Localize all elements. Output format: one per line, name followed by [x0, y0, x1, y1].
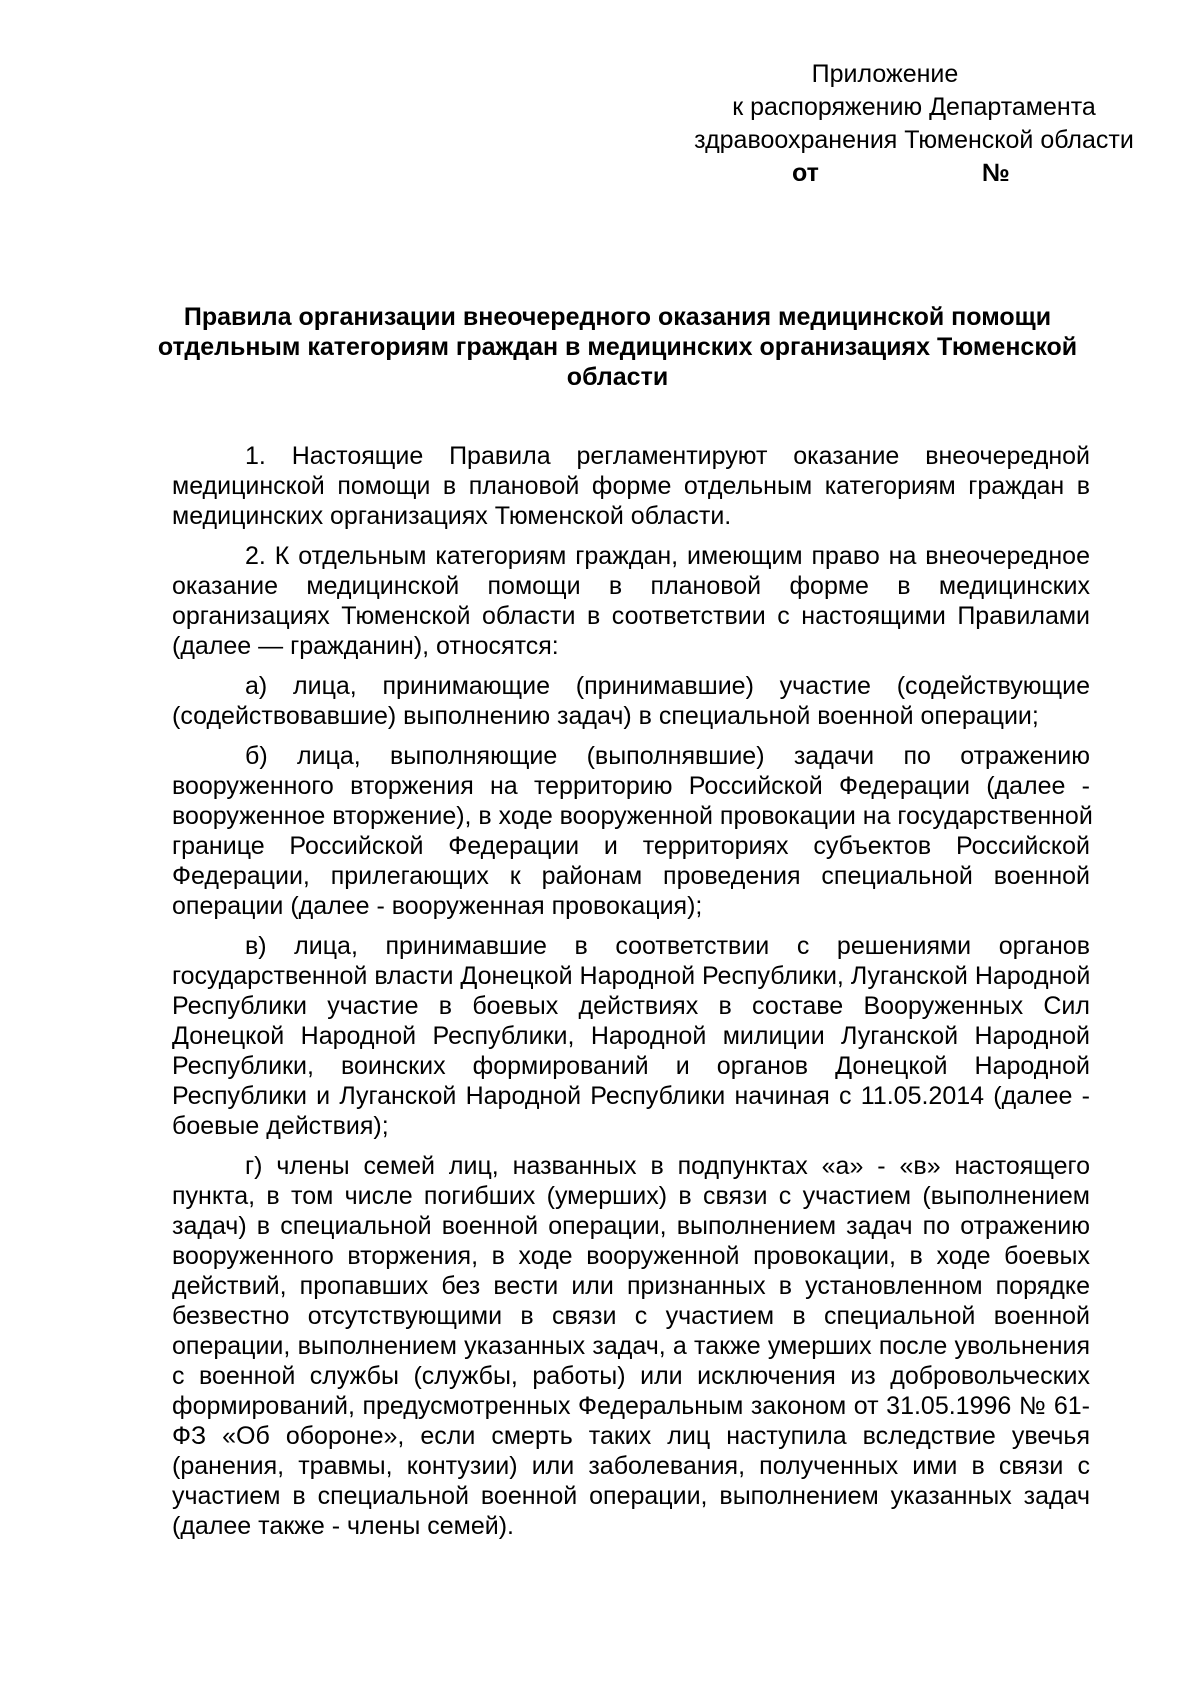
paragraph-line: (содействовавшие) выполнению задач) в специальной военной операции;: [172, 702, 1039, 730]
paragraph-line: а) лица, принимающие (принимавшие) участие (содействующие: [245, 672, 1090, 700]
paragraph: [172, 1151, 1090, 1541]
order-date-number-line: [660, 157, 1140, 190]
document-title: [150, 302, 1085, 392]
order-reference-line-2: здравоохранения Тюменской области: [694, 126, 1134, 154]
paragraph-line: операции (далее - вооруженная провокация);: [172, 892, 703, 920]
paragraph-line: боевые действия);: [172, 1112, 389, 1140]
paragraph-line: безвестно отсутствующими в связи с участием в специальной военной: [172, 1302, 1090, 1330]
paragraph: [172, 671, 1090, 731]
paragraph-line: оказание медицинской помощи в плановой форме в медицинских: [172, 572, 1090, 600]
paragraph: [172, 441, 1090, 531]
document-body: [172, 441, 1093, 1551]
paragraph-line: (далее также - члены семей).: [172, 1512, 514, 1540]
paragraph-line: пункта, в том числе погибших (умерших) в связи с участием (выполнением: [172, 1182, 1090, 1210]
paragraph-line: действий, пропавших без вести или признанных в установленном порядке: [172, 1272, 1090, 1300]
paragraph-line: 1. Настоящие Правила регламентируют оказание внеочередной: [245, 442, 1090, 470]
paragraph-line: организациях Тюменской области в соответствии с настоящими Правилами: [172, 602, 1090, 630]
paragraph-line: с военной службы (службы, работы) или исключения из добровольческих: [172, 1362, 1090, 1390]
appendix-label: Приложение: [811, 60, 959, 88]
paragraph-line: медицинских организациях Тюменской области.: [172, 502, 732, 530]
paragraph-line: границе Российской Федерации и территориях субъектов Российской: [172, 832, 1090, 860]
paragraph-line: операции, выполнением указанных задач, а также умерших после увольнения: [172, 1332, 1090, 1360]
paragraph-line: в) лица, принимавшие в соответствии с решениями органов: [245, 932, 1090, 960]
order-number-label: №: [982, 159, 1010, 187]
paragraph-line: (ранения, травмы, контузии) или заболевания, полученных ими в связи с: [172, 1452, 1090, 1480]
paragraph-line: Республики участие в боевых действиях в составе Вооруженных Сил: [172, 992, 1090, 1020]
paragraph-line: вооруженного вторжения, в ходе вооруженной провокации, в ходе боевых: [172, 1242, 1090, 1270]
paragraph-line: государственной власти Донецкой Народной Республики, Луганской Народной: [172, 962, 1091, 990]
paragraph-line: б) лица, выполняющие (выполнявшие) задачи по отражению: [245, 742, 1090, 770]
paragraph-line: медицинской помощи в плановой форме отдельным категориям граждан в: [172, 472, 1090, 500]
title-line: отдельным категориям граждан в медицинских организациях Тюменской: [157, 333, 1078, 361]
paragraph-line: формирований, предусмотренных Федеральным законом от 31.05.1996 № 61-: [172, 1392, 1090, 1420]
paragraph-line: Республики, воинских формирований и органов Донецкой Народной: [172, 1052, 1090, 1080]
paragraph-line: вооруженное вторжение), в ходе вооруженной провокации на государственной: [172, 802, 1093, 830]
paragraph-line: Федерации, прилегающих к районам проведения специальной военной: [172, 862, 1090, 890]
paragraph-line: задач) в специальной военной операции, выполнением задач по отражению: [172, 1212, 1090, 1240]
order-date-label: от: [792, 159, 819, 187]
paragraph-line: вооруженного вторжения на территорию Российской Федерации (далее -: [172, 772, 1090, 800]
title-line: области: [566, 363, 669, 391]
paragraph-line: Республики и Луганской Народной Республики начиная с 11.05.2014 (далее -: [172, 1082, 1090, 1110]
paragraph: [172, 741, 1093, 921]
title-line: Правила организации внеочередного оказания медицинской помощи: [183, 303, 1052, 331]
paragraph: [172, 541, 1090, 661]
paragraph-line: Донецкой Народной Республики, Народной милиции Луганской Народной: [172, 1022, 1090, 1050]
paragraph-line: г) члены семей лиц, названных в подпунктах «а» - «в» настоящего: [245, 1152, 1090, 1180]
paragraph-line: 2. К отдельным категориям граждан, имеющим право на внеочередное: [245, 542, 1090, 570]
paragraph-line: (далее — гражданин), относятся:: [172, 632, 559, 660]
paragraph-line: ФЗ «Об обороне», если смерть таких лиц наступила вследствие увечья: [172, 1422, 1090, 1450]
paragraph-line: участием в специальной военной операции, выполнением указанных задач: [172, 1482, 1090, 1510]
order-reference-line-1: к распоряжению Департамента: [732, 93, 1096, 121]
paragraph: [172, 931, 1090, 1141]
appendix-header: [660, 58, 1140, 190]
